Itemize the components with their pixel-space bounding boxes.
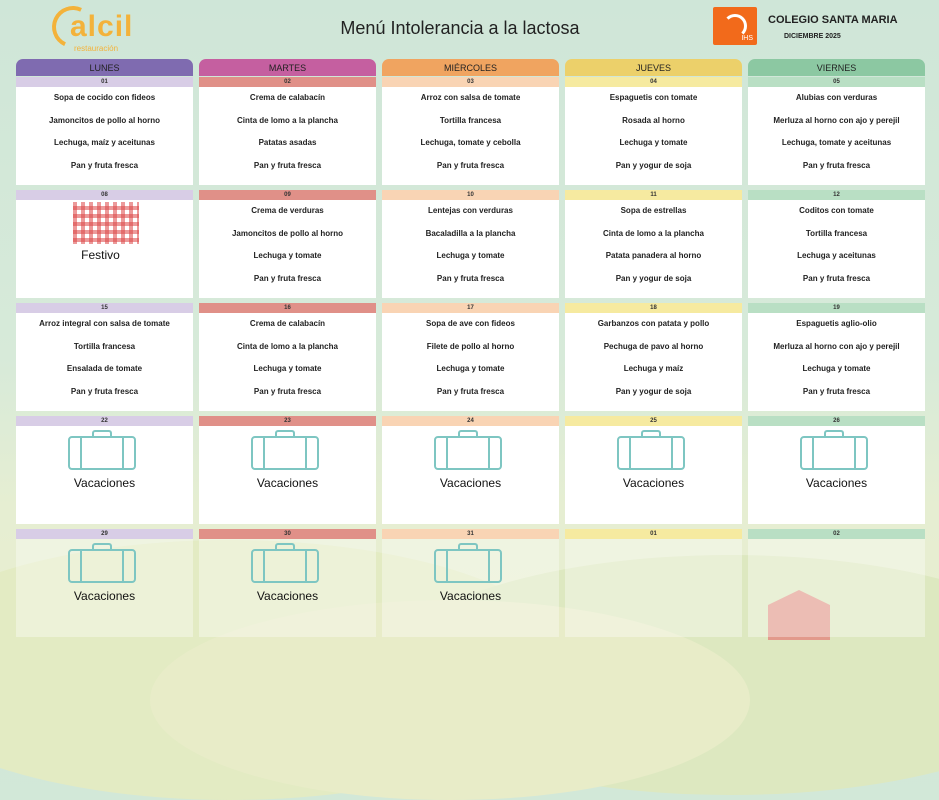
menu-dish: Alubias con verduras <box>795 93 878 102</box>
menu-month: DICIEMBRE 2025 <box>784 33 841 40</box>
menu-dish: Cinta de lomo a la plancha <box>237 115 338 125</box>
menu-dish: Lechuga y tomate <box>436 364 505 373</box>
menu-dish: Lechuga y tomate <box>619 138 688 147</box>
suitcase-icon <box>434 430 504 470</box>
day-number: 16 <box>199 303 376 313</box>
day-header-viernes: VIERNES <box>748 59 925 76</box>
menu-dish: Pan y yogur de soja <box>615 160 692 170</box>
menu-dish: Lechuga, tomate y aceitunas <box>781 138 892 147</box>
day-number: 23 <box>199 416 376 426</box>
day-cell <box>199 190 376 298</box>
logo-subtitle: restauración <box>74 44 119 53</box>
menu-dish: Rosada al horno <box>622 115 685 125</box>
vacation-label: Vacaciones <box>805 476 868 490</box>
day-cell <box>382 303 559 411</box>
menu-dish: Lentejas con verduras <box>428 206 513 215</box>
day-number: 03 <box>382 77 559 87</box>
day-number: 26 <box>748 416 925 426</box>
day-cell <box>199 303 376 411</box>
menu-dish: Lechuga y maíz <box>623 364 684 373</box>
menu-dish: Tortilla francesa <box>439 115 502 125</box>
menu-dish: Espaguetis con tomate <box>609 93 698 102</box>
day-number: 02 <box>199 77 376 87</box>
company-logo <box>52 4 142 52</box>
day-number: 10 <box>382 190 559 200</box>
day-number: 18 <box>565 303 742 313</box>
menu-dish: Pan y fruta fresca <box>436 273 505 283</box>
menu-dish: Lechuga, maíz y aceitunas <box>54 138 155 147</box>
menu-dish: Lechuga y tomate <box>253 364 322 373</box>
day-cell <box>199 416 376 524</box>
day-number: 01 <box>565 529 742 539</box>
suitcase-icon <box>800 430 870 470</box>
vacation-label: Vacaciones <box>256 589 319 603</box>
day-cell <box>565 190 742 298</box>
day-number: 02 <box>748 529 925 539</box>
day-cell <box>16 303 193 411</box>
day-cell <box>382 190 559 298</box>
menu-dish: Jamoncitos de pollo al horno <box>48 115 161 125</box>
vacation-label: Vacaciones <box>73 476 136 490</box>
menu-dish: Merluza al horno con ajo y perejil <box>773 341 900 351</box>
day-cell <box>199 77 376 185</box>
menu-dish: Filete de pollo al horno <box>426 341 515 351</box>
day-number: 15 <box>16 303 193 313</box>
vacation-label: Vacaciones <box>622 476 685 490</box>
holiday-label: Festivo <box>81 248 120 262</box>
suitcase-icon <box>251 543 321 583</box>
menu-dish: Pan y fruta fresca <box>802 160 871 170</box>
day-cell <box>748 529 925 637</box>
day-number: 22 <box>16 416 193 426</box>
menu-dish: Bacaladilla a la plancha <box>425 228 516 238</box>
suitcase-icon <box>434 543 504 583</box>
suitcase-icon <box>617 430 687 470</box>
menu-dish: Tortilla francesa <box>805 228 868 238</box>
day-number: 19 <box>748 303 925 313</box>
menu-dish: Cinta de lomo a la plancha <box>237 341 338 351</box>
day-number: 12 <box>748 190 925 200</box>
day-number: 08 <box>16 190 193 200</box>
day-number: 17 <box>382 303 559 313</box>
menu-dish: Espaguetis aglio-olio <box>796 319 877 328</box>
tablecloth-icon <box>73 202 139 244</box>
menu-dish: Pan y fruta fresca <box>253 160 322 170</box>
menu-dish: Lechuga y tomate <box>253 251 322 260</box>
menu-dish: Sopa de cocido con fideos <box>53 93 156 102</box>
vacation-label: Vacaciones <box>439 589 502 603</box>
menu-dish: Garbanzos con patata y pollo <box>597 319 710 328</box>
menu-dish: Ensalada de tomate <box>66 364 143 373</box>
vacation-label: Vacaciones <box>256 476 319 490</box>
day-header-lunes: LUNES <box>16 59 193 76</box>
suitcase-icon <box>251 430 321 470</box>
menu-dish: Pan y fruta fresca <box>253 386 322 396</box>
menu-dish: Lechuga y tomate <box>436 251 505 260</box>
day-header-miercoles: MIÉRCOLES <box>382 59 559 76</box>
school-logo-text: IHS <box>741 35 753 42</box>
menu-dish: Tortilla francesa <box>73 341 136 351</box>
menu-dish: Arroz integral con salsa de tomate <box>39 319 170 328</box>
menu-dish: Coditos con tomate <box>799 206 874 215</box>
menu-dish: Pan y yogur de soja <box>615 273 692 283</box>
vacation-label: Vacaciones <box>439 476 502 490</box>
menu-dish: Pan y fruta fresca <box>436 160 505 170</box>
day-cell <box>382 416 559 524</box>
menu-dish: Merluza al horno con ajo y perejil <box>773 115 900 125</box>
day-cell <box>16 77 193 185</box>
page-title: Menú Intolerancia a la lactosa <box>340 18 580 38</box>
day-cell <box>382 529 559 637</box>
day-number: 25 <box>565 416 742 426</box>
menu-dish: Pan y fruta fresca <box>253 273 322 283</box>
menu-dish: Pan y fruta fresca <box>436 386 505 396</box>
day-cell <box>382 77 559 185</box>
menu-dish: Pechuga de pavo al horno <box>603 341 704 351</box>
vacation-label: Vacaciones <box>73 589 136 603</box>
day-header-jueves: JUEVES <box>565 59 742 76</box>
day-number: 04 <box>565 77 742 87</box>
day-number: 05 <box>748 77 925 87</box>
suitcase-icon <box>68 430 138 470</box>
day-number: 29 <box>16 529 193 539</box>
day-cell <box>565 303 742 411</box>
day-cell <box>565 416 742 524</box>
menu-dish: Arroz con salsa de tomate <box>420 93 521 102</box>
menu-dish: Lechuga y tomate <box>802 364 871 373</box>
menu-dish: Cinta de lomo a la plancha <box>603 228 704 238</box>
logo-text: alcil <box>70 10 134 43</box>
menu-dish: Pan y fruta fresca <box>802 273 871 283</box>
menu-dish: Lechuga y aceitunas <box>797 251 876 260</box>
menu-dish: Crema de calabacín <box>249 319 326 328</box>
menu-dish: Crema de verduras <box>251 206 324 215</box>
day-cell <box>199 529 376 637</box>
day-cell <box>748 190 925 298</box>
day-header-martes: MARTES <box>199 59 376 76</box>
menu-dish: Jamoncitos de pollo al horno <box>231 228 344 238</box>
menu-dish: Patata panadera al horno <box>605 251 702 260</box>
day-number: 24 <box>382 416 559 426</box>
menu-dish: Pan y yogur de soja <box>615 386 692 396</box>
suitcase-icon <box>68 543 138 583</box>
day-cell <box>565 77 742 185</box>
menu-dish: Pan y fruta fresca <box>70 160 139 170</box>
menu-dish: Pan y fruta fresca <box>70 386 139 396</box>
day-number: 30 <box>199 529 376 539</box>
menu-dish: Crema de calabacín <box>249 93 326 102</box>
day-cell <box>16 190 193 298</box>
menu-dish: Pan y fruta fresca <box>802 386 871 396</box>
day-number: 31 <box>382 529 559 539</box>
day-cell <box>16 529 193 637</box>
day-number: 09 <box>199 190 376 200</box>
menu-dish: Sopa de ave con fideos <box>426 319 515 328</box>
day-cell <box>16 416 193 524</box>
day-number: 01 <box>16 77 193 87</box>
school-logo <box>713 7 757 45</box>
day-cell <box>748 303 925 411</box>
menu-dish: Sopa de estrellas <box>620 206 687 215</box>
menu-dish: Patatas asadas <box>258 138 317 147</box>
day-cell <box>748 77 925 185</box>
day-number: 11 <box>565 190 742 200</box>
school-name: COLEGIO SANTA MARIA <box>768 14 898 26</box>
day-cell <box>748 416 925 524</box>
day-cell <box>565 529 742 637</box>
menu-dish: Lechuga, tomate y cebolla <box>420 138 521 147</box>
